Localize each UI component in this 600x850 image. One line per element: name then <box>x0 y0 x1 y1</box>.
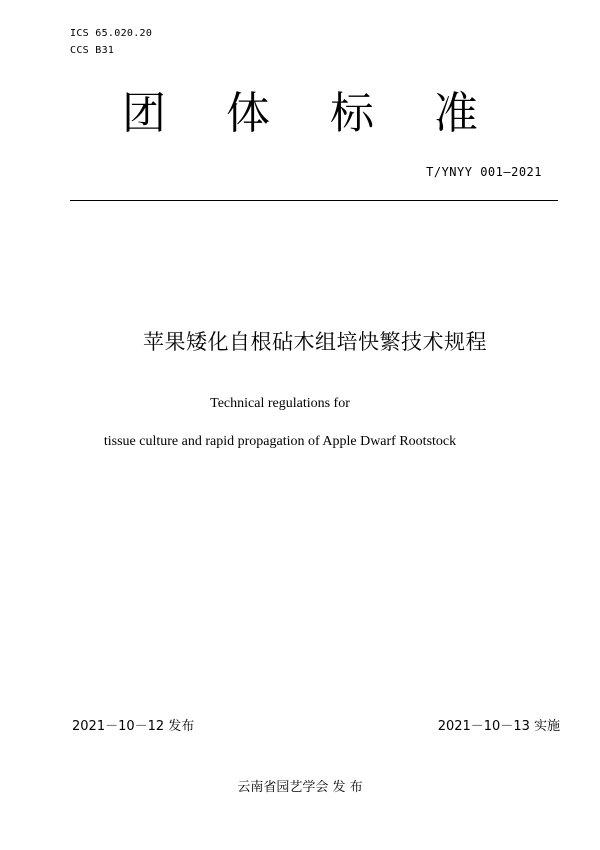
title-char: 体 <box>226 88 270 139</box>
document-type-title <box>0 86 600 142</box>
title-char: 团 <box>122 88 166 139</box>
title-char: 准 <box>434 88 478 139</box>
english-title-line-2: tissue culture and rapid propagation of Apple Dwarf Rootstock <box>103 434 457 449</box>
implementation-date: 2021－10－13 实施 <box>437 719 560 734</box>
publish-date: 2021－10－12 发布 <box>72 719 195 734</box>
title-char: 标 <box>330 88 374 139</box>
english-title-line-1: Technical regulations for <box>210 396 350 411</box>
ics-code: ICS 65.020.20 <box>70 28 153 39</box>
chinese-title: 苹果矮化自根砧木组培快繁技术规程 <box>143 330 487 354</box>
ccs-code: CCS B31 <box>70 45 115 56</box>
header-divider <box>70 200 558 201</box>
publisher: 云南省园艺学会 发 布 <box>237 780 363 795</box>
standard-number: T/YNYY 001—2021 <box>426 165 542 179</box>
